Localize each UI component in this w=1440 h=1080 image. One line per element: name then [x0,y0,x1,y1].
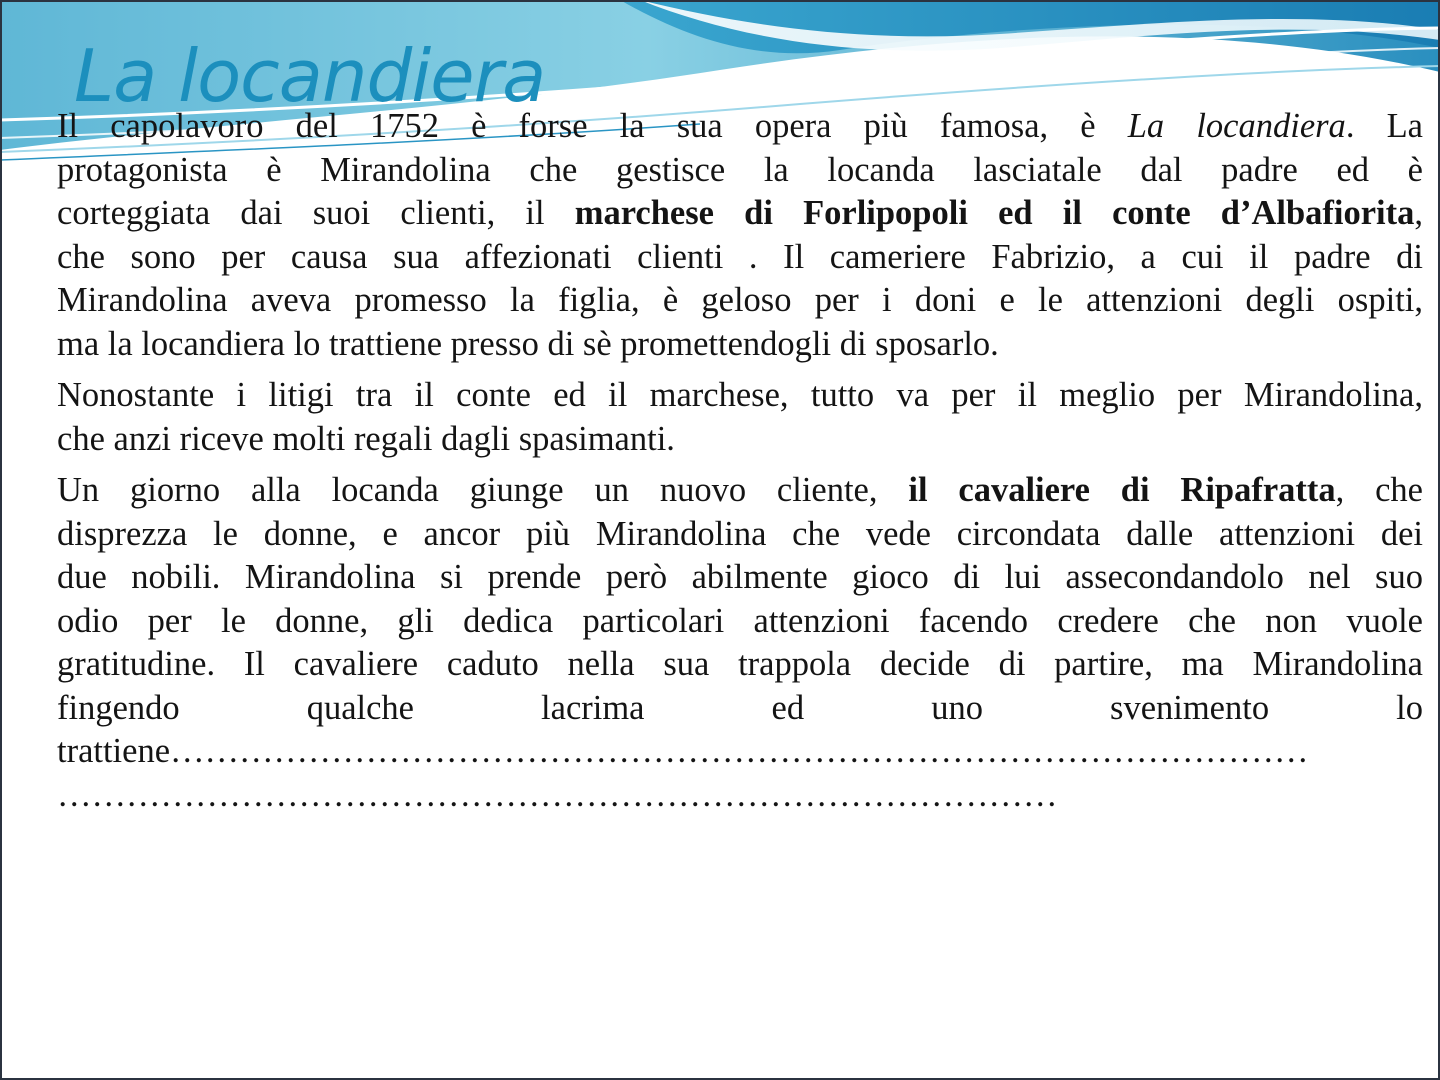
text-line [57,149,1423,193]
text-line [57,730,1423,774]
bold-text: il cavaliere di Ripafratta [908,471,1336,509]
text-segment: gratitudine. Il cavaliere caduto nella sua trappola decide di partire, ma Mirandolina [57,645,1423,683]
text-segment: corteggiata dai suoi clienti, il [57,194,575,232]
text-line [57,687,1423,731]
text-line [57,513,1423,557]
text-line [57,236,1423,280]
slide-body-text [57,105,1423,825]
text-line [57,774,1423,818]
text-segment: che sono per causa sua affezionati clienti . Il cameriere Fabrizio, a cui il padre di [57,237,1423,276]
text-segment: , che [1335,471,1423,509]
text-segment: Un giorno alla locanda giunge un nuovo cliente, [57,471,909,509]
text-segment: odio per le donne, gli dedica particolari attenzioni facendo credere che non vuole [57,601,1423,640]
text-line [57,323,1423,367]
text-segment: Mirandolina aveva promesso la figlia, è geloso per i doni e le attenzioni degli ospiti, [57,281,1423,319]
text-line [57,469,1423,513]
text-line [57,279,1423,323]
text-segment: trattiene……………………………………………………………………………………… [57,732,1309,770]
text-segment: Nonostante i litigi tra il conte ed il marchese, tutto va per il meglio per Mirandolina, [57,376,1423,414]
paragraph [57,105,1423,366]
text-segment: . La [1345,107,1423,145]
text-line [57,556,1423,600]
text-segment: due nobili. Mirandolina si prende però abilmente gioco di lui assecondandolo nel suo [57,558,1423,596]
text-segment: …………………………………………………………………………… [57,775,1058,814]
text-line [57,643,1423,687]
slide-title: La locandiera [74,34,546,118]
text-segment: ma la locandiera lo trattiene presso di sè promettendogli di sposarlo. [57,324,999,363]
text-line [57,374,1423,418]
text-segment: , [1414,194,1423,232]
text-segment: Il capolavoro del 1752 è forse la sua opera più famosa, è [57,107,1128,145]
bold-text: marchese di Forlipopoli ed il conte d’Albafiorita [574,194,1415,232]
italic-text: La locandiera [1127,107,1346,145]
text-line [57,192,1423,236]
text-segment: che anzi riceve molti regali dagli spasimanti. [57,419,675,458]
paragraph [57,469,1423,817]
paragraph [57,374,1423,461]
text-line [57,600,1423,644]
text-segment: disprezza le donne, e ancor più Mirandolina che vede circondata dalle attenzioni dei [57,514,1423,553]
text-line [57,418,1423,462]
text-segment: fingendo qualche lacrima ed uno svenimento lo [57,688,1423,727]
text-segment: protagonista è Mirandolina che gestisce la locanda lasciatale dal padre ed è [57,150,1423,189]
